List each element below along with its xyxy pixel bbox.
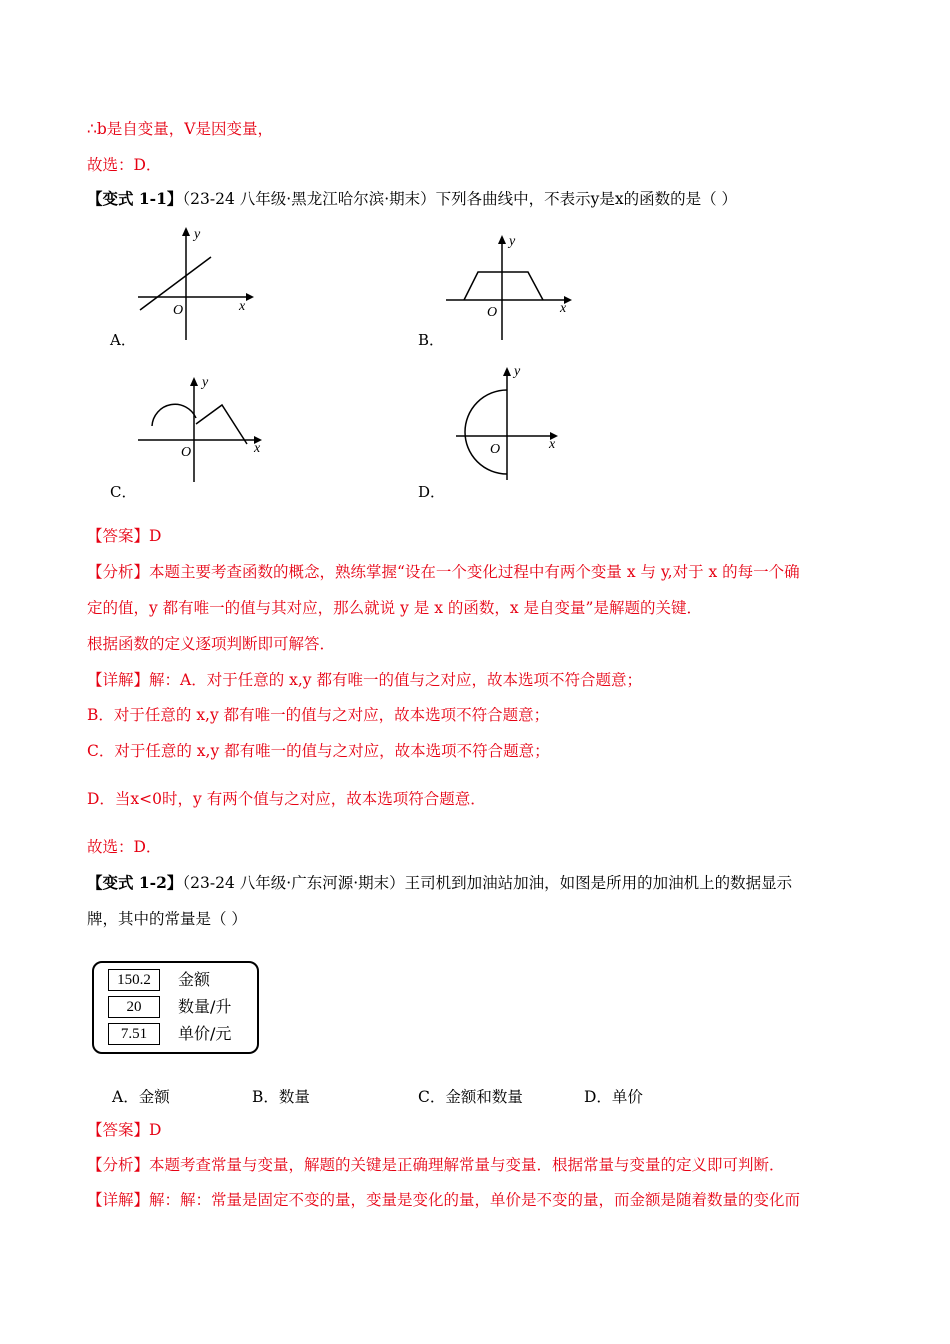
graph-b [440, 230, 575, 342]
axis-x-label: x [239, 299, 246, 314]
axis-x-label: x [560, 301, 567, 316]
graph-c-label: C． [110, 483, 137, 501]
answer-1: 【答案】D [87, 527, 162, 545]
graph-d-label: D． [418, 483, 446, 501]
pump-label: 单价/元 [178, 1024, 232, 1043]
choice-b: B．数量 [252, 1088, 310, 1106]
detail-2: 【详解】解：解：常量是固定不变的量，变量是变化的量，单价是不变的量，而金额是随着数量的变化而 [87, 1191, 801, 1209]
axis-y-label: y [194, 227, 201, 242]
question-text: （23-24 八年级·广东河源·期末）王司机到加油站加油，如图是所用的加油机上的数据显示 [182, 874, 793, 892]
choice-d: D．单价 [584, 1088, 643, 1106]
origin-label: O [487, 305, 498, 320]
selection-line: 故选：D． [87, 838, 162, 856]
analysis-1-line-3: 根据函数的定义逐项判断即可解答． [87, 635, 336, 653]
axis-y-label: y [514, 364, 521, 379]
axis-y-label: y [202, 375, 209, 390]
axis-x-label: x [254, 441, 261, 456]
detail-1-line-d: D．当x<0时，y 有两个值与之对应，故本选项符合题意． [87, 790, 486, 808]
analysis-1-line-2: 定的值，y 都有唯一的值与其对应，那么就说 y 是 x 的函数，x 是自变量”是解题的关键． [87, 599, 702, 617]
solution-choice-line: 故选：D． [87, 156, 162, 174]
graph-c [136, 372, 266, 484]
choice-c: C．金额和数量 [418, 1088, 523, 1106]
pump-label: 数量/升 [178, 997, 232, 1016]
graph-d [452, 362, 564, 484]
question-tag: 【变式 1-2】 [87, 873, 183, 892]
fuel-pump-display [92, 961, 259, 1054]
origin-label: O [173, 303, 184, 318]
detail-1-line-a: 【详解】解：A．对于任意的 x,y 都有唯一的值与之对应，故本选项不符合题意； [87, 671, 642, 689]
question-tag: 【变式 1-1】 [87, 189, 183, 208]
pump-value: 7.51 [108, 1023, 160, 1045]
solution-line-1: ∴b是自变量，V是因变量， [87, 120, 273, 138]
question-1-2-cont: 牌，其中的常量是（ ） [87, 910, 247, 928]
pump-value: 150.2 [108, 969, 160, 991]
graph-b-label: B． [418, 331, 445, 349]
graph-a-label: A． [110, 331, 136, 349]
analysis-1-line-1: 【分析】本题主要考查函数的概念，熟练掌握“设在一个变化过程中有两个变量 x 与 y,对于 x 的每一个确 [87, 563, 800, 581]
axis-x-label: x [549, 437, 556, 452]
pump-label: 金额 [178, 970, 211, 989]
answer-2: 【答案】D [87, 1121, 162, 1139]
question-1-1 [87, 189, 737, 209]
question-text: （23-24 八年级·黑龙江哈尔滨·期末）下列各曲线中，不表示y是x的函数的是（ ） [182, 190, 738, 208]
detail-1-line-b: B．对于任意的 x,y 都有唯一的值与之对应，故本选项不符合题意； [87, 706, 550, 724]
question-1-2 [87, 873, 792, 893]
choice-a: A．金额 [112, 1088, 170, 1106]
detail-1-line-c: C．对于任意的 x,y 都有唯一的值与之对应，故本选项不符合题意； [87, 742, 550, 760]
pump-value: 20 [108, 996, 160, 1018]
origin-label: O [490, 442, 501, 457]
graph-a [128, 222, 258, 344]
origin-label: O [181, 445, 192, 460]
analysis-2: 【分析】本题考查常量与变量，解题的关键是正确理解常量与变量．根据常量与变量的定义即可判断． [87, 1156, 785, 1174]
axis-y-label: y [509, 234, 516, 249]
